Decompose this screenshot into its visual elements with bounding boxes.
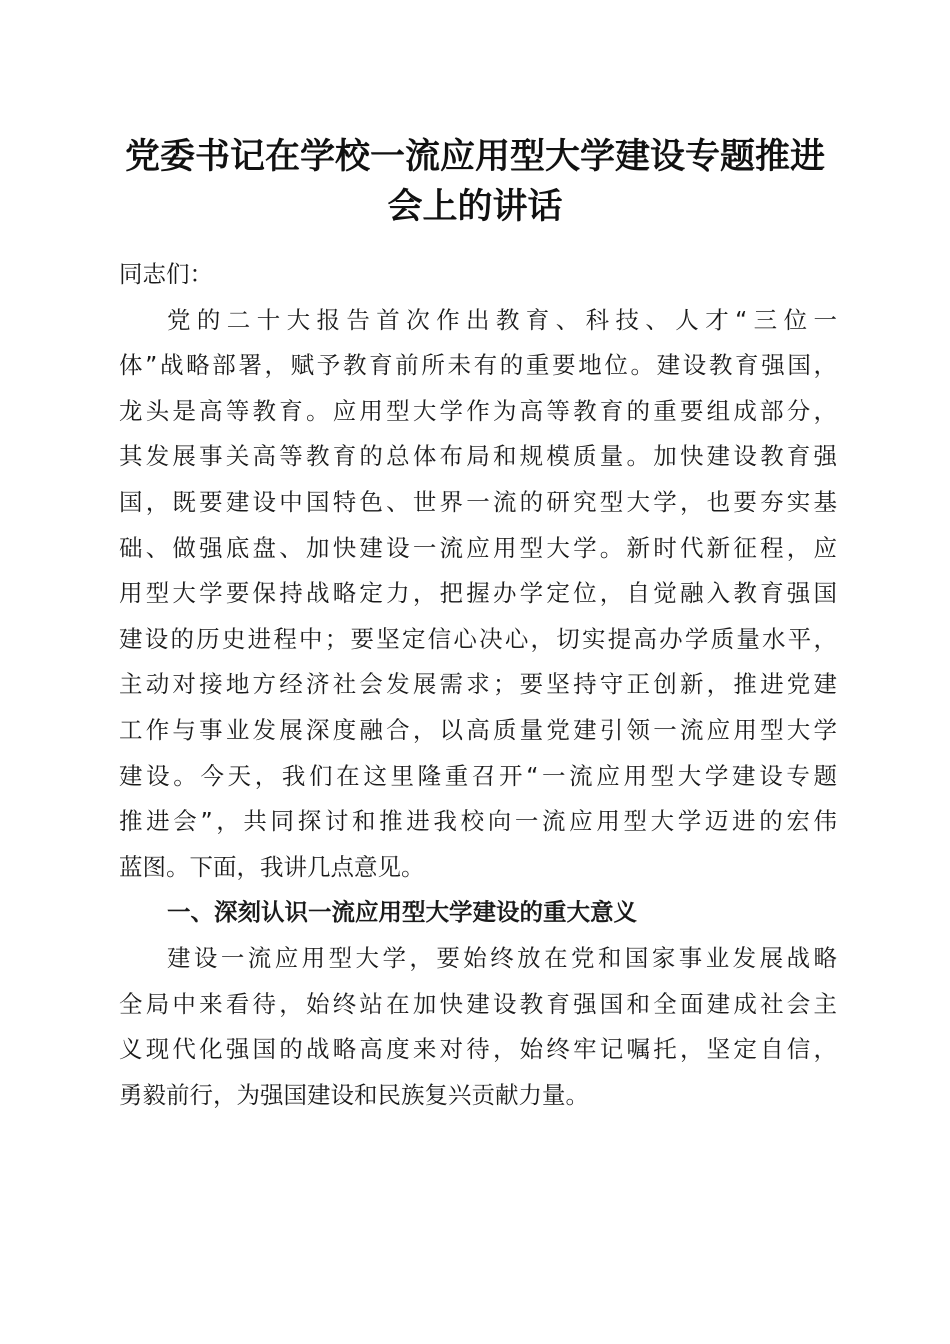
paragraph-line: 用型大学要保持战略定力，把握办学定位，自觉融入教育强国	[119, 579, 837, 608]
paragraph-1	[119, 298, 837, 891]
paragraph-line: 勇毅前行，为强国建设和民族复兴贡献力量。	[119, 1080, 589, 1109]
paragraph-line: 蓝图。下面，我讲几点意见。	[119, 852, 425, 881]
paragraph-line: 础、做强底盘、加快建设一流应用型大学。新时代新征程，应	[119, 533, 837, 562]
paragraph-line: 推进会”，共同探讨和推进我校向一流应用型大学迈进的宏伟	[119, 807, 837, 836]
paragraph-line: 龙头是高等教育。应用型大学作为高等教育的重要组成部分，	[119, 396, 837, 425]
title-line-2: 会上的讲话	[387, 186, 563, 227]
paragraph-line: 建设。今天，我们在这里隆重召开“一流应用型大学建设专题	[119, 761, 837, 790]
paragraph-line: 体”战略部署，赋予教育前所未有的重要地位。建设教育强国，	[119, 351, 837, 380]
paragraph-line: 党的二十大报告首次作出教育、科技、人才“三位一	[167, 305, 837, 334]
paragraph-2	[119, 936, 837, 1118]
document-title	[100, 132, 850, 232]
paragraph-line: 建设的历史进程中；要坚定信心决心，切实提高办学质量水平，	[119, 624, 837, 653]
document-body	[119, 252, 837, 1118]
paragraph-line: 国，既要建设中国特色、世界一流的研究型大学，也要夯实基	[119, 487, 837, 516]
title-line-1: 党委书记在学校一流应用型大学建设专题推进	[124, 136, 825, 177]
paragraph-line: 主动对接地方经济社会发展需求；要坚持守正创新，推进党建	[119, 670, 837, 699]
paragraph-line: 义现代化强国的战略高度来对待，始终牢记嘱托，坚定自信，	[119, 1035, 837, 1064]
section-heading-1: 一、深刻认识一流应用型大学建设的重大意义	[167, 898, 637, 927]
salutation: 同志们：	[119, 260, 213, 288]
paragraph-line: 建设一流应用型大学，要始终放在党和国家事业发展战略	[167, 943, 837, 972]
paragraph-line: 工作与事业发展深度融合，以高质量党建引领一流应用型大学	[119, 715, 837, 744]
paragraph-line: 全局中来看待，始终站在加快建设教育强国和全面建成社会主	[119, 989, 837, 1018]
paragraph-line: 其发展事关高等教育的总体布局和规模质量。加快建设教育强	[119, 442, 837, 471]
